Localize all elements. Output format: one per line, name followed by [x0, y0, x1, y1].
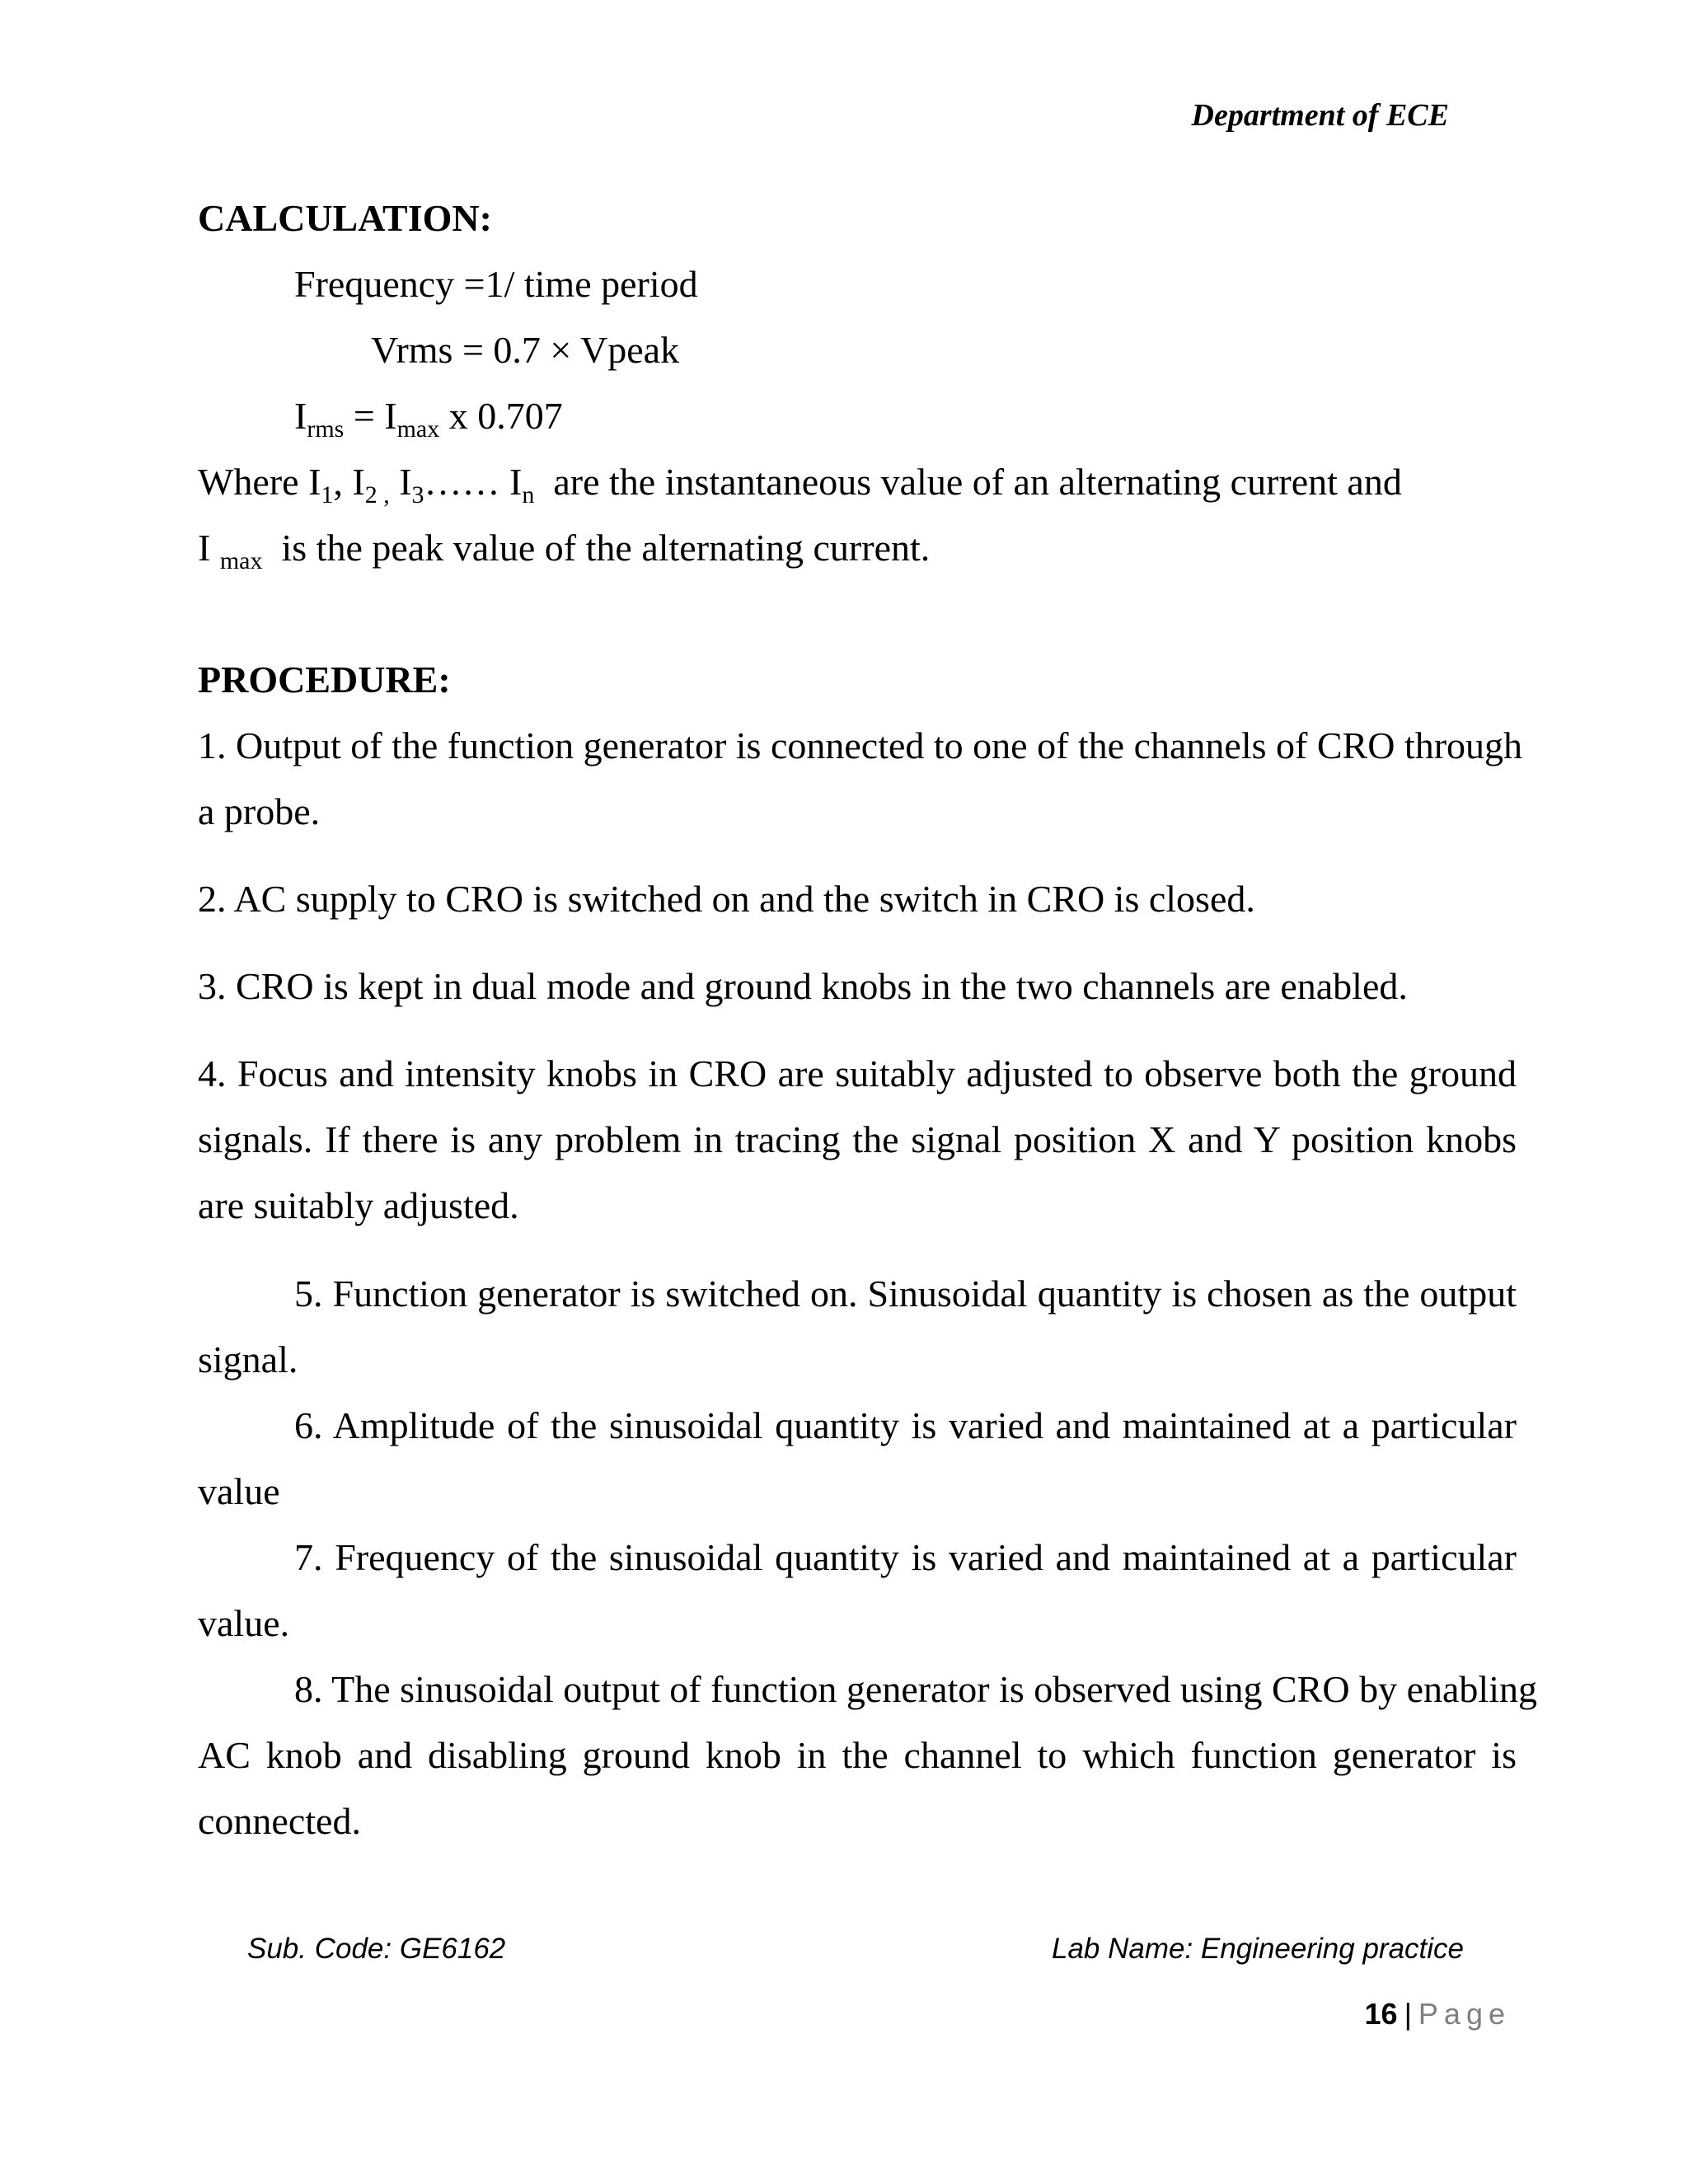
subject-code: Sub. Code: GE6162 — [247, 1933, 506, 1965]
imax-definition-line: I $_{max}$ is the peak value of the alternating current. — [198, 527, 931, 574]
irms-formula: $I_{rms} = I_{max}$ x 0.707 — [294, 395, 563, 443]
step-2: 2. AC supply to CRO is switched on and the switch in CRO is closed. — [198, 878, 1255, 920]
page-number — [1365, 1997, 1511, 2032]
page-label: Page — [1418, 1997, 1511, 2031]
lab-name: Lab Name: Engineering practice — [1051, 1933, 1464, 1965]
where-definition-line: Where $I_1$, $I_{2 ,}$ $I_3\dots\dots$ $I_n$ are the instantaneous value of an alternating current and — [198, 461, 1402, 509]
step-8-line-2: AC knob and disabling ground knob in the channel to which function generator is — [198, 1734, 1517, 1776]
step-1-line-1: 1. Output of the function generator is connected to one of the channels of CRO through — [198, 724, 1523, 766]
step-4-line-1: 4. Focus and intensity knobs in CRO are suitably adjusted to observe both the ground — [198, 1052, 1517, 1094]
step-5-line-2: signal. — [198, 1338, 298, 1380]
step-4-line-3: are suitably adjusted. — [198, 1184, 519, 1226]
step-4-line-2: signals. If there is any problem in tracing the signal position X and Y position knobs — [198, 1118, 1517, 1160]
page-separator: | — [1404, 1997, 1412, 2031]
page-number-value: 16 — [1364, 1997, 1398, 2031]
step-8-line-1: 8. The sinusoidal output of function generator is observed using CRO by enabling — [294, 1668, 1537, 1710]
procedure-heading: PROCEDURE: — [198, 658, 451, 701]
step-8-line-3: connected. — [198, 1800, 361, 1842]
department-header: Department of ECE — [1191, 98, 1449, 133]
step-3: 3. CRO is kept in dual mode and ground knobs in the two channels are enabled. — [198, 965, 1408, 1007]
step-6-line-1: 6. Amplitude of the sinusoidal quantity is varied and maintained at a particular — [294, 1404, 1517, 1446]
step-7-line-2: value. — [198, 1602, 290, 1644]
step-1-line-2: a probe. — [198, 790, 321, 832]
step-6-line-2: value — [198, 1470, 280, 1512]
step-7-line-1: 7. Frequency of the sinusoidal quantity is varied and maintained at a particular — [294, 1536, 1517, 1578]
step-5-line-1: 5. Function generator is switched on. Sinusoidal quantity is chosen as the output — [294, 1272, 1517, 1315]
calculation-heading: CALCULATION: — [198, 197, 492, 239]
frequency-formula: Frequency =1/ time period — [294, 263, 698, 305]
vrms-formula: Vrms = 0.7 × Vpeak — [371, 329, 680, 371]
